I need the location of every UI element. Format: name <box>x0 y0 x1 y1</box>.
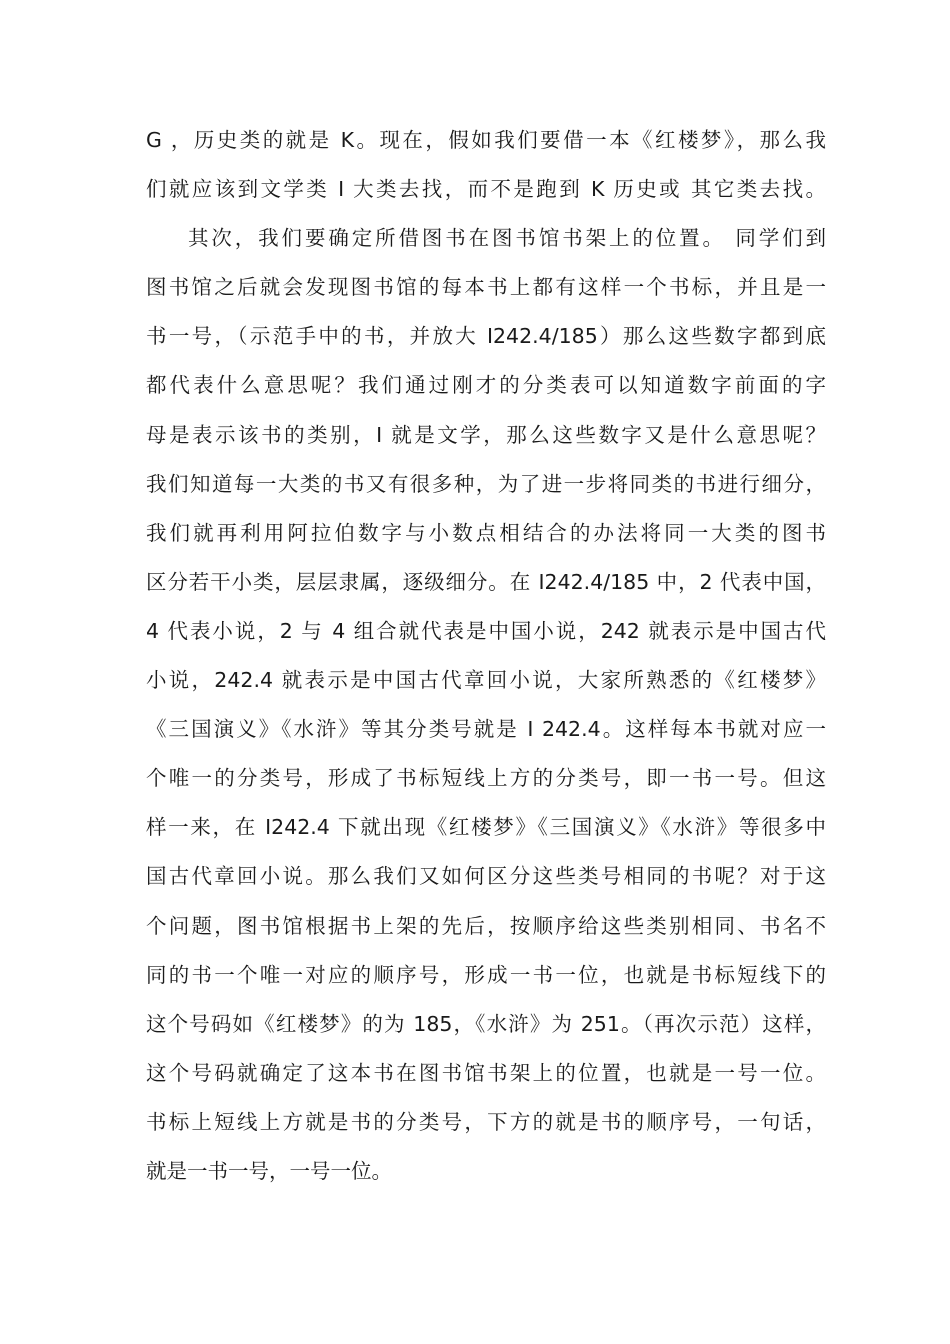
text-line: G ，历史类的就是 K。现在，假如我们要借一本《红楼梦》，那么我 <box>146 128 826 152</box>
text-line: 们就应该到文学类 I 大类去找，而不是跑到 K 历史或 其它类去找。 <box>146 177 826 202</box>
text-line: 个问题，图书馆根据书上架的先后，按顺序给这些类别相同、书名不 <box>146 913 826 938</box>
text-line: 都代表什么意思呢？我们通过刚才的分类表可以知道数字前面的字 <box>146 373 826 398</box>
text-line: 这个号码就确定了这本书在图书馆书架上的位置，也就是一号一位。 <box>146 1060 826 1085</box>
body-text <box>146 116 826 1196</box>
text-line: 书标上短线上方就是书的分类号，下方的就是书的顺序号，一句话， <box>146 1109 826 1134</box>
text-line: 这个号码如《红楼梦》的为 185，《水浒》为 251。（再次示范）这样， <box>146 1011 826 1036</box>
text-line: 同的书一个唯一对应的顺序号，形成一书一位，也就是书标短线下的 <box>146 962 826 987</box>
paragraph-end-line: 就是一书一号，一号一位。 <box>146 1158 392 1183</box>
paragraph-start-line: 其次，我们要确定所借图书在图书馆书架上的位置。 同学们到 <box>188 226 826 251</box>
text-line: 国古代章回小说。那么我们又如何区分这些类号相同的书呢？对于这 <box>146 864 826 889</box>
text-line: 区分若干小类，层层隶属，逐级细分。在 I242.4/185 中，2 代表中国， <box>146 569 826 594</box>
text-line: 《三国演义》《水浒》等其分类号就是 I 242.4。这样每本书就对应一 <box>146 717 826 742</box>
text-line: 我们知道每一大类的书又有很多种，为了进一步将同类的书进行细分， <box>146 471 826 496</box>
text-line: 4 代表小说，2 与 4 组合就代表是中国小说，242 就表示是中国古代 <box>146 618 826 643</box>
text-line: 样一来，在 I242.4 下就出现《红楼梦》《三国演义》《水浒》等很多中 <box>146 815 826 840</box>
text-line: 图书馆之后就会发现图书馆的每本书上都有这样一个书标，并且是一 <box>146 275 826 300</box>
text-line: 书一号，（示范手中的书，并放大 I242.4/185）那么这些数字都到底 <box>146 324 826 349</box>
text-line: 母是表示该书的类别，I 就是文学，那么这些数字又是什么意思呢？ <box>146 422 826 447</box>
text-line: 我们就再利用阿拉伯数字与小数点相结合的办法将同一大类的图书 <box>146 520 826 545</box>
text-line: 个唯一的分类号，形成了书标短线上方的分类号，即一书一号。但这 <box>146 766 826 791</box>
text-line: 小说，242.4 就表示是中国古代章回小说，大家所熟悉的《红楼梦》 <box>146 668 826 693</box>
